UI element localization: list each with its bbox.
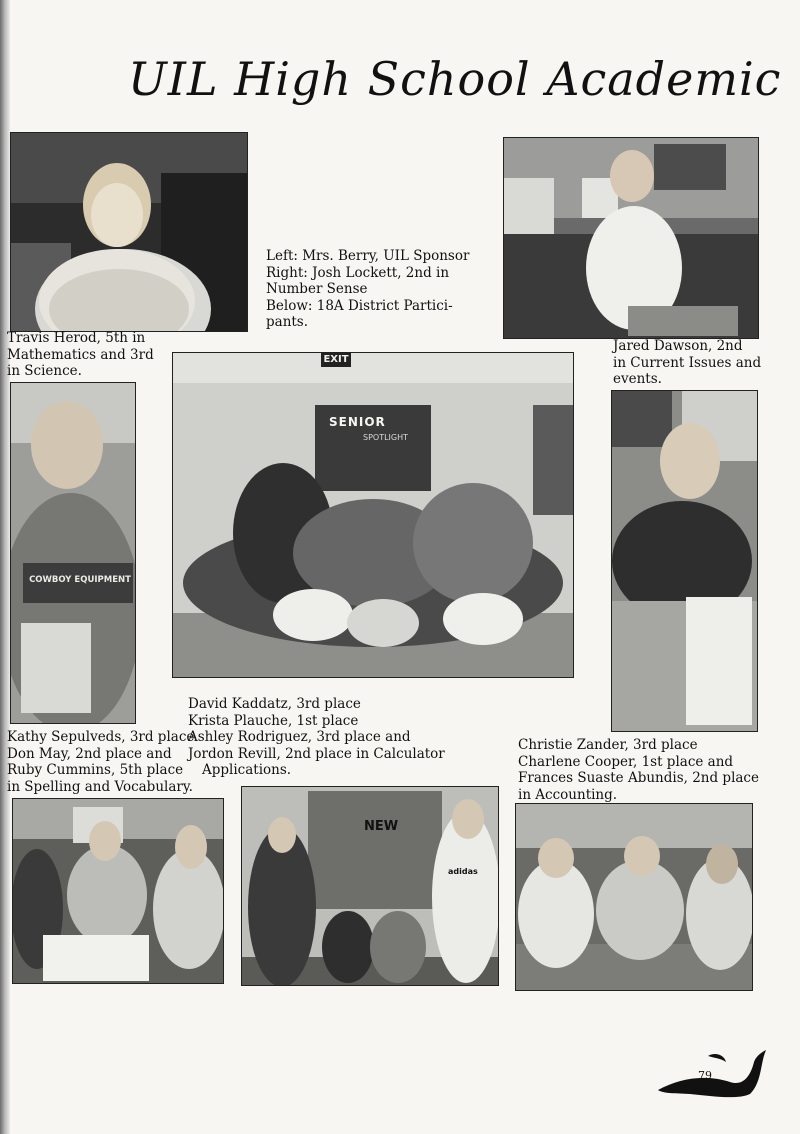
shirt-adidas-text: adidas [448, 867, 478, 876]
caption-line: in Current Issues and [613, 354, 762, 371]
caption-line: Travis Herod, 5th in [7, 330, 146, 346]
caption-line: Right: Josh Lockett, 2nd in [266, 264, 450, 281]
caption-line: Don May, 2nd place and [7, 745, 172, 762]
bulletin-board-subtitle: SPOTLIGHT [363, 433, 409, 442]
caption-line: Number Sense [266, 281, 368, 297]
photo-district-participants [172, 352, 574, 678]
photo-josh-lockett [503, 137, 759, 339]
caption-line: Frances Suaste Abundis, 2nd place [518, 770, 759, 786]
caption-line: Christie Zander, 3rd place [518, 737, 698, 753]
caption-calculator-applications [188, 696, 458, 779]
bulletin-board-title: SENIOR [329, 415, 386, 429]
caption-line: Ashley Rodriguez, 3rd place and [188, 729, 411, 745]
caption-spelling-vocabulary [7, 729, 195, 795]
caption-line: Left: Mrs. Berry, UIL Sponsor [266, 248, 470, 264]
caption-line: Below: 18A District Partici- [266, 297, 453, 314]
caption-line: Applications. [202, 762, 292, 778]
photo-spelling-vocabulary [12, 798, 224, 984]
caption-line: Krista Plauche, 1st place [188, 712, 359, 729]
caption-line: pants. [266, 314, 309, 330]
photo-travis-herod [10, 382, 136, 724]
caption-line: Kathy Sepulveds, 3rd place [7, 729, 195, 745]
caption-line: in Spelling and Vocabulary. [7, 778, 193, 795]
photo-calculator-applications [241, 786, 499, 986]
page-spine-shadow [0, 0, 10, 1134]
photo-mrs-berry [10, 132, 248, 332]
page-title: UIL High School Academic [128, 52, 782, 106]
banner-new-text: NEW [364, 819, 399, 834]
caption-travis-herod [7, 330, 157, 380]
caption-line: events. [613, 371, 662, 387]
photo-jared-dawson [611, 390, 758, 732]
caption-line: Jordon Revill, 2nd place in Calculator [188, 745, 445, 762]
caption-line: Mathematics and 3rd [7, 346, 154, 363]
caption-line: in Science. [7, 363, 82, 379]
caption-line: David Kaddatz, 3rd place [188, 696, 361, 712]
exit-sign: EXIT [323, 354, 349, 365]
caption-line: Charlene Cooper, 1st place and [518, 753, 734, 770]
caption-line: Jared Dawson, 2nd [613, 338, 743, 354]
caption-sponsor-and-number-sense [266, 248, 486, 331]
page-number: 79 [698, 1069, 712, 1082]
caption-accounting [518, 737, 768, 803]
shirt-logo-text: COWBOY EQUIPMENT [29, 575, 131, 585]
photo-accounting [515, 803, 753, 991]
caption-jared-dawson [613, 338, 763, 388]
caption-line: Ruby Cummins, 5th place [7, 762, 184, 778]
caption-line: in Accounting. [518, 786, 618, 803]
